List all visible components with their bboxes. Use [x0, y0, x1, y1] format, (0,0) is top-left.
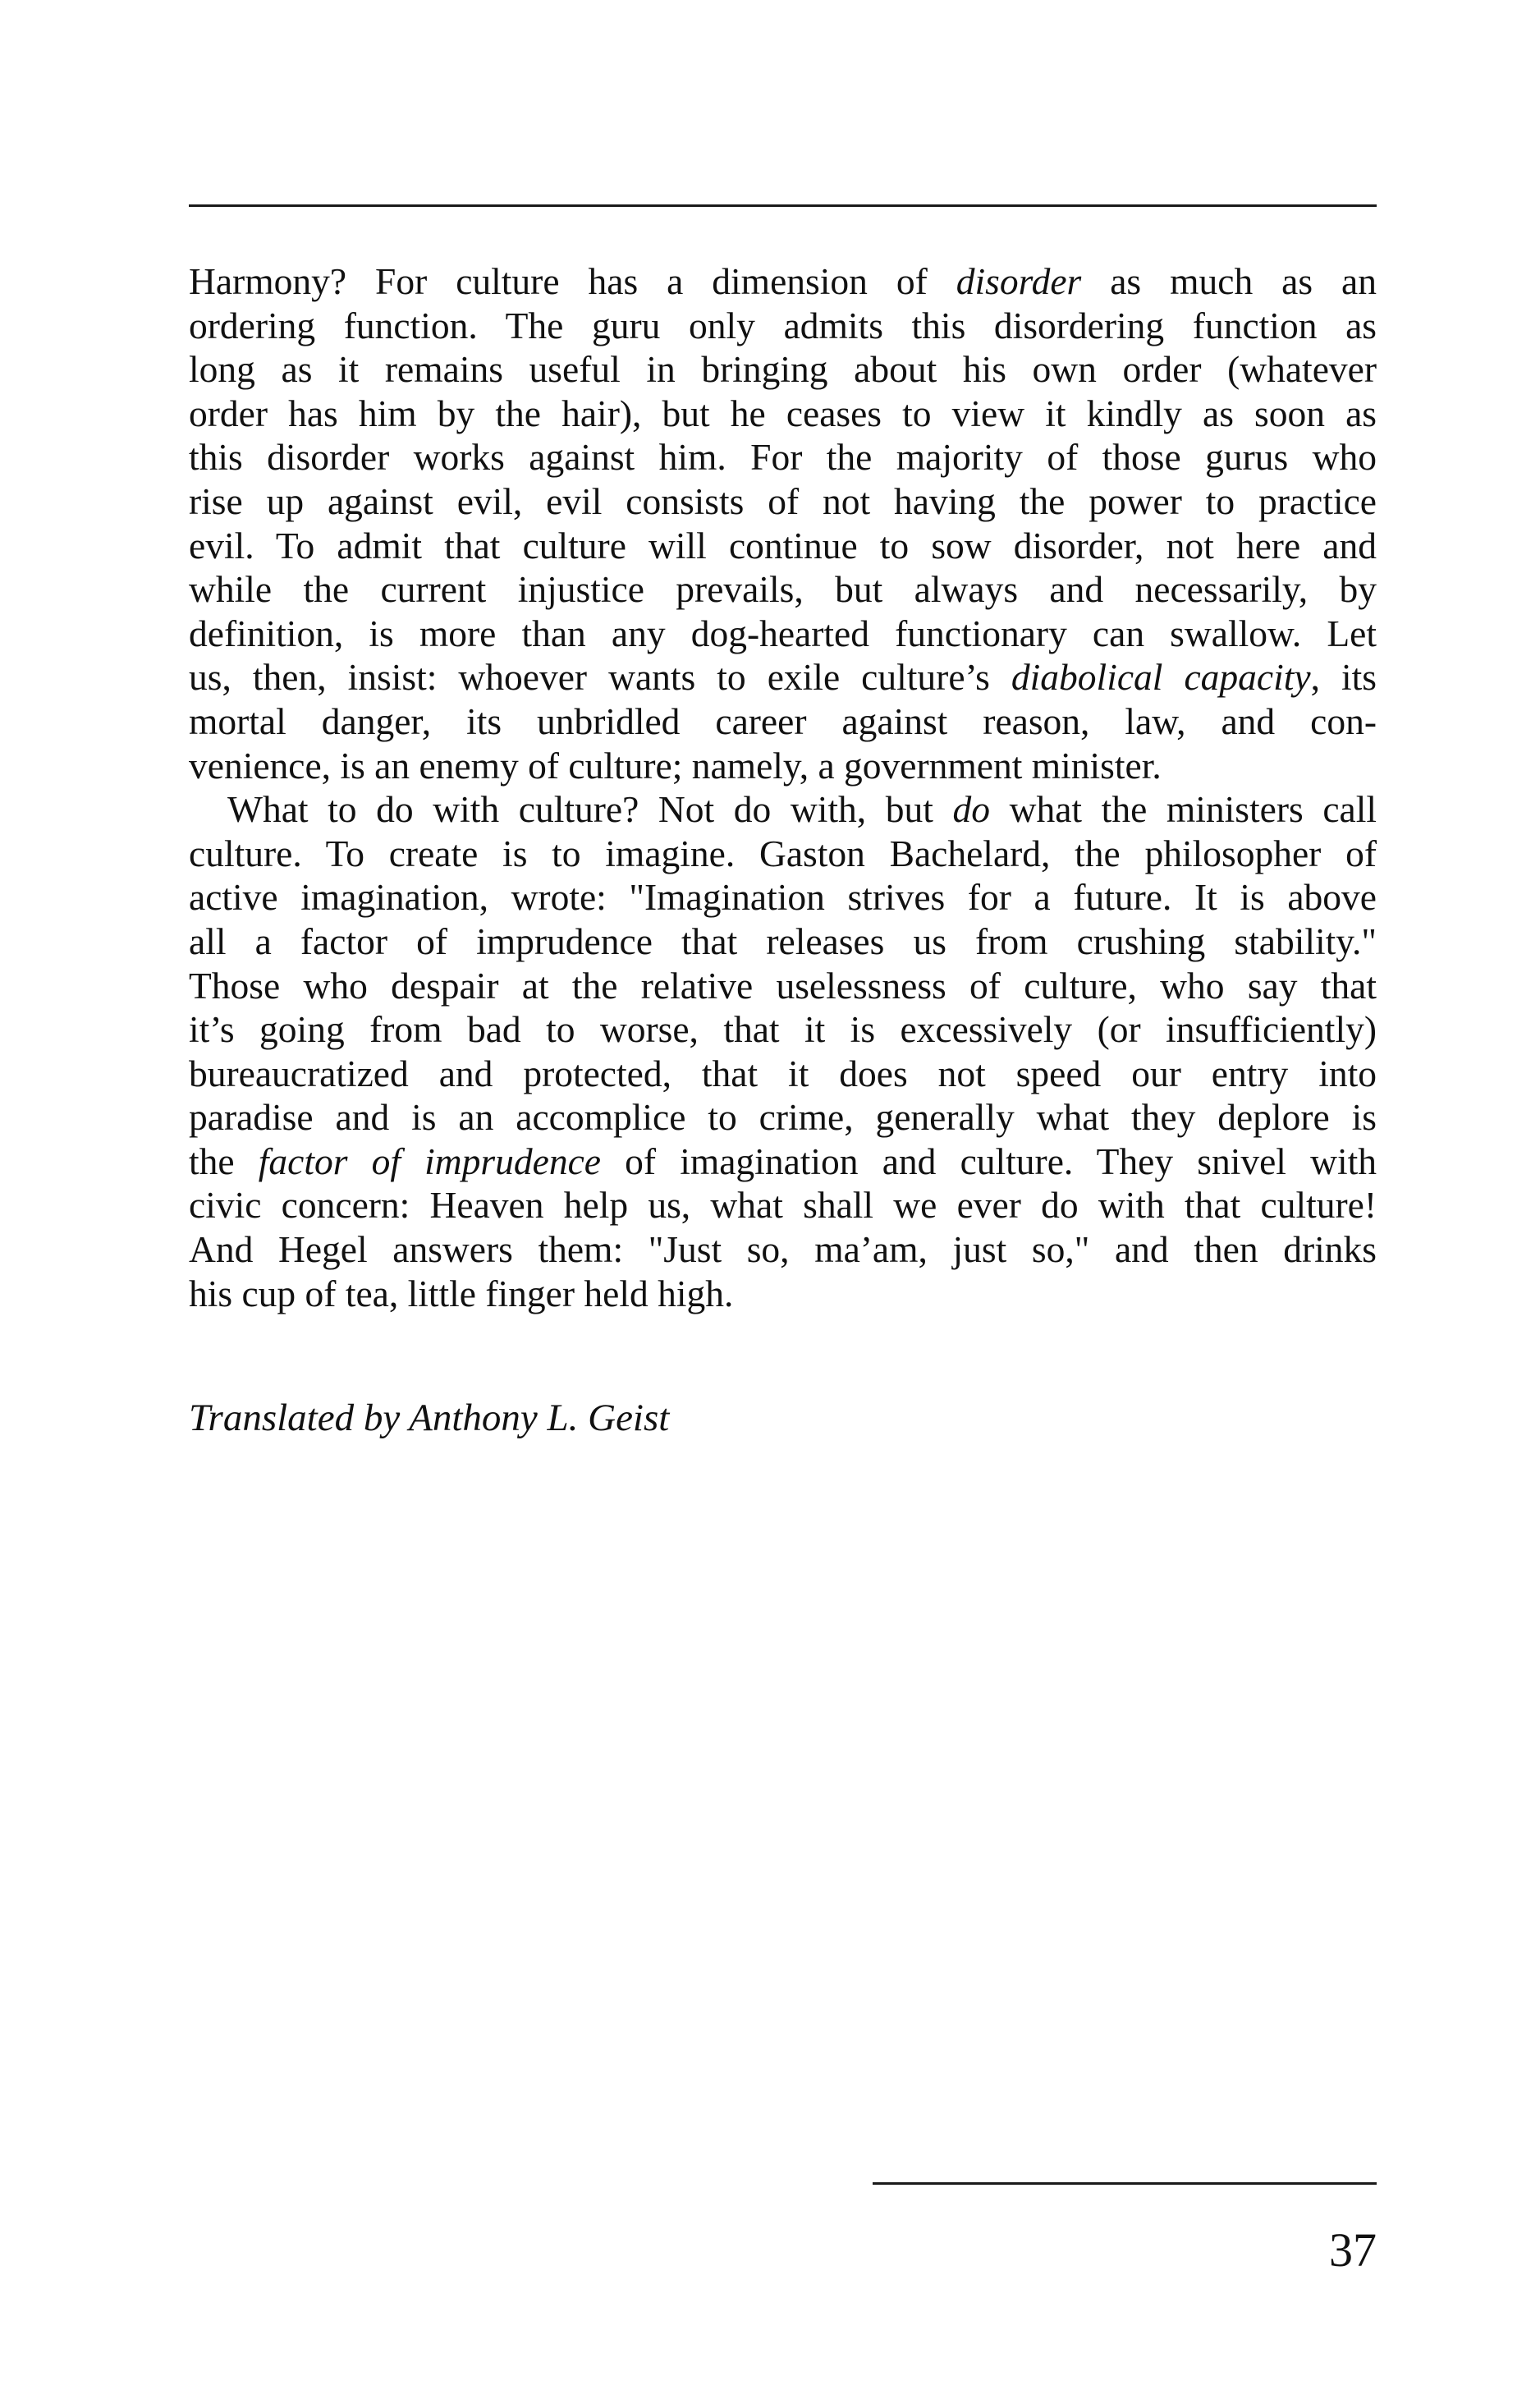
- text-line: long as it remains useful in bringing about his own order (whatever: [189, 348, 1377, 391]
- text-line: definition, is more than any dog-hearted functionary can swallow. Let: [189, 612, 1377, 654]
- text-line: civic concern: Heaven help us, what shall we ever do with that culture!: [189, 1184, 1377, 1227]
- translator-credit: Translated by Anthony L. Geist: [189, 1397, 670, 1439]
- text-line: us, then, insist: whoever wants to exile culture’s diabolical capacity, its: [189, 656, 1377, 699]
- text-line: it’s going from bad to worse, that it is excessively (or insufficiently): [189, 1008, 1377, 1051]
- text-line: venience, is an enemy of culture; namely, a government minister.: [189, 744, 1162, 787]
- text-line: mortal danger, its unbridled career against reason, law, and con-: [189, 700, 1377, 742]
- page-number: 37: [1329, 2223, 1377, 2277]
- text-line: paradise and is an accomplice to crime, generally what they deplore is: [189, 1096, 1377, 1139]
- text-line: Those who despair at the relative uselessness of culture, who say that: [189, 964, 1377, 1007]
- text-line: all a factor of imprudence that releases us from crushing stability.": [189, 920, 1377, 962]
- text-line: ordering function. The guru only admits this disordering function as: [189, 304, 1377, 346]
- top-rule: [189, 204, 1377, 207]
- text-line: rise up against evil, evil consists of not having the power to practice: [189, 479, 1377, 522]
- text-line: while the current injustice prevails, but always and necessarily, by: [189, 568, 1377, 611]
- text-line: active imagination, wrote: "Imagination strives for a future. It is above: [189, 876, 1377, 919]
- text-line: his cup of tea, little finger held high.: [189, 1272, 734, 1314]
- italic-emphasis: disorder: [956, 260, 1082, 302]
- text-line: evil. To admit that culture will continue to sow disorder, not here and: [189, 524, 1377, 566]
- body-text: [189, 259, 1377, 1315]
- text-line: What to do with culture? Not do with, but do what the ministers call: [227, 788, 1377, 831]
- paragraph: [189, 259, 1377, 787]
- text-line: And Hegel answers them: "Just so, ma’am, just so," and then drinks: [189, 1228, 1377, 1271]
- footer-rule: [873, 2182, 1377, 2185]
- text-line: this disorder works against him. For the majority of those gurus who: [189, 436, 1377, 479]
- text-line: Harmony? For culture has a dimension of disorder as much as an: [189, 260, 1377, 302]
- text-line: bureaucratized and protected, that it does not speed our entry into: [189, 1052, 1377, 1094]
- paragraph: [189, 787, 1377, 1315]
- text-line: order has him by the hair), but he ceases to view it kindly as soon as: [189, 392, 1377, 434]
- text-line: culture. To create is to imagine. Gaston Bachelard, the philosopher of: [189, 832, 1377, 874]
- italic-emphasis: diabolical capacity: [1011, 656, 1311, 699]
- italic-emphasis: factor of imprudence: [258, 1140, 601, 1182]
- text-line: the factor of imprudence of imagination and culture. They snivel with: [189, 1140, 1377, 1182]
- italic-emphasis: do: [952, 788, 991, 831]
